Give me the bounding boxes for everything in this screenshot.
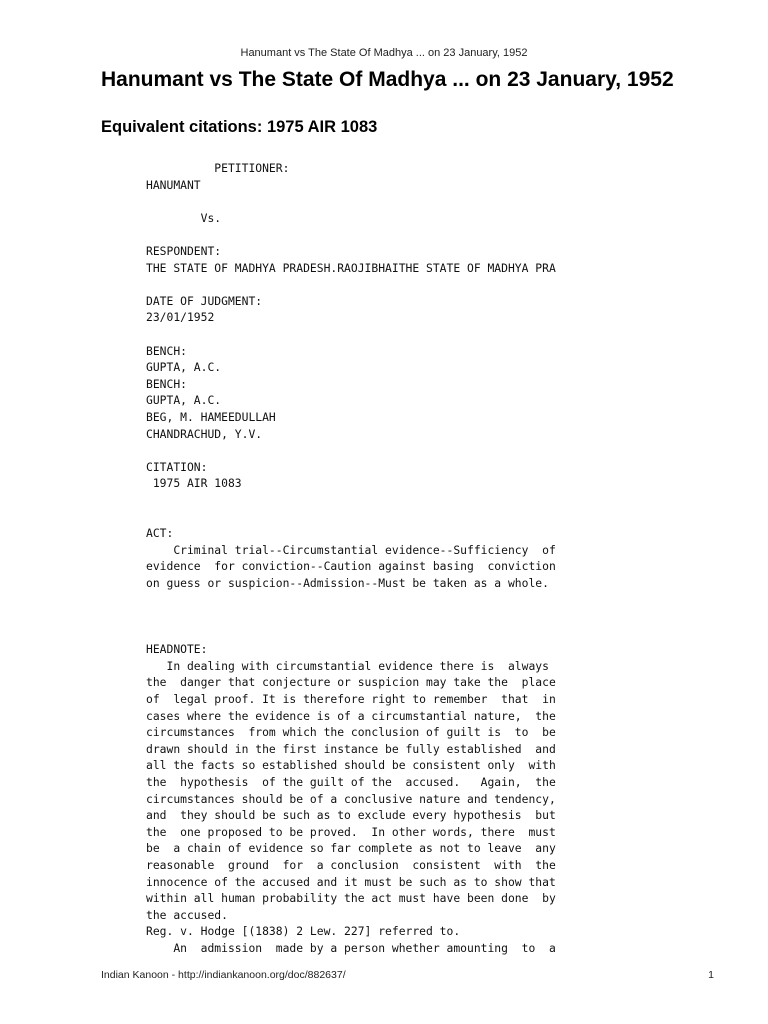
body-line: all the facts so established should be consistent only with	[146, 758, 556, 773]
body-line: Vs.	[146, 210, 222, 225]
body-line: innocence of the accused and it must be such as to show that	[146, 874, 556, 889]
body-line: circumstances should be of a conclusive nature and tendency,	[146, 791, 556, 806]
body-line: THE STATE OF MADHYA PRADESH.RAOJIBHAITHE STATE OF MADHYA PRA	[146, 260, 556, 275]
body-line: circumstances from which the conclusion of guilt is to be	[146, 725, 556, 740]
running-header: Hanumant vs The State Of Madhya ... on 23 January, 1952	[240, 47, 528, 59]
body-line: reasonable ground for a conclusion consistent with the	[146, 857, 556, 872]
document-title: Hanumant vs The State Of Madhya ... on 23 January, 1952	[101, 68, 674, 91]
body-line: be a chain of evidence so far complete as not to leave any	[146, 841, 556, 856]
body-line: CHANDRACHUD, Y.V.	[146, 426, 263, 441]
body-line: CITATION:	[146, 459, 208, 474]
body-line: GUPTA, A.C.	[146, 393, 222, 408]
body-line: ACT:	[146, 526, 174, 541]
body-line: HEADNOTE:	[146, 642, 208, 657]
footer-page-number: 1	[708, 969, 714, 981]
body-line: BEG, M. HAMEEDULLAH	[146, 409, 276, 424]
equivalent-citations: Equivalent citations: 1975 AIR 1083	[101, 118, 378, 136]
body-line: In dealing with circumstantial evidence there is always	[146, 658, 549, 673]
body-line: 1975 AIR 1083	[146, 476, 242, 491]
judgment-body	[146, 160, 726, 957]
body-line: 23/01/1952	[146, 310, 215, 325]
body-line: within all human probability the act must have been done by	[146, 891, 556, 906]
body-line: RESPONDENT:	[146, 243, 222, 258]
body-line: Reg. v. Hodge [(1838) 2 Lew. 227] referred to.	[146, 924, 461, 939]
body-line: the hypothesis of the guilt of the accused. Again, the	[146, 774, 556, 789]
body-line: of legal proof. It is therefore right to remember that in	[146, 692, 556, 706]
body-line: the danger that conjecture or suspicion may take the place	[146, 675, 556, 690]
body-line: Criminal trial--Circumstantial evidence--Sufficiency of	[146, 542, 556, 557]
body-line: HANUMANT	[146, 177, 201, 192]
body-line: cases where the evidence is of a circumstantial nature, the	[146, 708, 556, 723]
body-line: GUPTA, A.C.	[146, 360, 222, 375]
body-line: on guess or suspicion--Admission--Must be taken as a whole.	[146, 575, 549, 590]
body-line: BENCH:	[146, 343, 187, 358]
footer-source-url: Indian Kanoon - http://indiankanoon.org/doc/882637/	[101, 969, 346, 981]
body-line: drawn should in the first instance be fully established and	[146, 741, 556, 756]
body-line: evidence for conviction--Caution against basing conviction	[146, 559, 556, 574]
body-line: the one proposed to be proved. In other words, there must	[146, 824, 556, 839]
body-line: DATE OF JUDGMENT:	[146, 293, 263, 308]
body-line: BENCH:	[146, 376, 187, 391]
body-line: PETITIONER:	[146, 161, 290, 175]
body-line: An admission made by a person whether amounting to a	[146, 940, 556, 955]
body-line: the accused.	[146, 907, 228, 922]
body-line: and they should be such as to exclude every hypothesis but	[146, 808, 556, 823]
